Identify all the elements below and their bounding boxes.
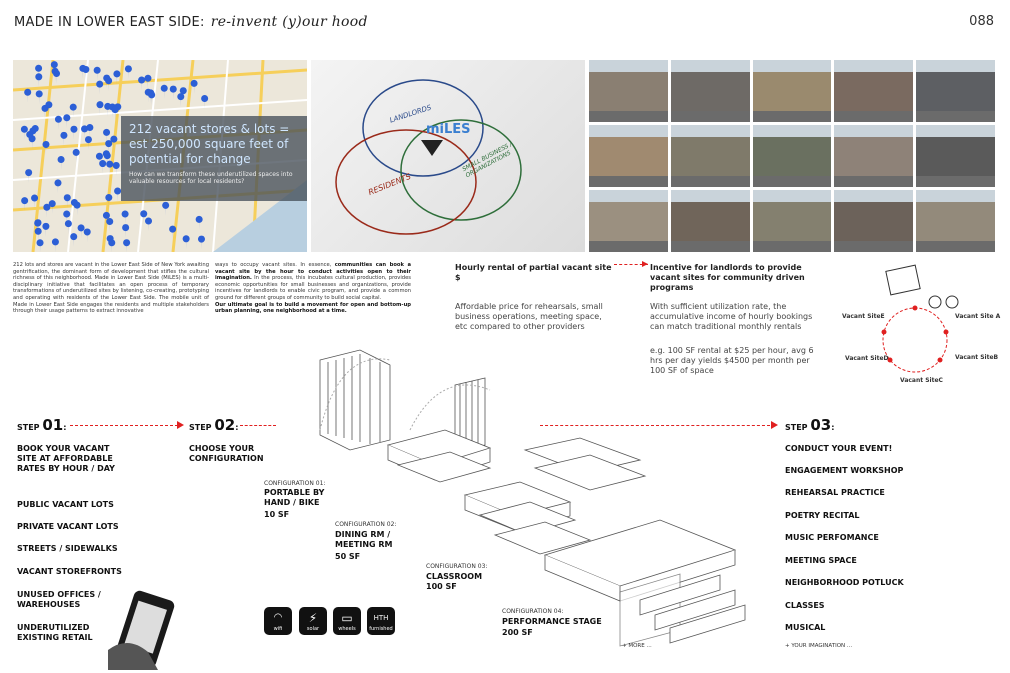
map-caption xyxy=(121,116,307,201)
step-arrow-3-head xyxy=(771,421,778,429)
event-rehearsal: REHEARSAL PRACTICE xyxy=(785,488,885,497)
site-a-label: Vacant Site A xyxy=(955,313,1001,320)
furnished-icon: HTH furnished xyxy=(367,607,395,635)
vacant-site-photo xyxy=(916,190,995,252)
config-04-size: 200 SF xyxy=(502,628,533,637)
site-e-label: Vacant SiteE xyxy=(842,313,885,320)
event-potluck: NEIGHBORHOOD POTLUCK xyxy=(785,578,904,587)
rental-title: Hourly rental of partial vacant site $ xyxy=(455,263,612,282)
config-01-size: 10 SF xyxy=(264,510,290,519)
phone-booking-illustration xyxy=(108,590,186,670)
site-type-public-lots: PUBLIC VACANT LOTS xyxy=(17,500,114,509)
rental-arrow-head xyxy=(642,261,648,267)
event-meeting: MEETING SPACE xyxy=(785,556,857,565)
venn-diagram xyxy=(311,60,585,252)
site-type-storefronts: VACANT STOREFRONTS xyxy=(17,567,122,576)
step-01-heading: BOOK YOUR VACANT SITE AT AFFORDABLE RATES BY HOUR / DAY xyxy=(17,444,115,473)
site-type-offices: UNUSED OFFICES / WAREHOUSES xyxy=(17,590,101,609)
step-arrow-1-head xyxy=(177,421,184,429)
venn-label-business: SMALL BUSINESS / ORGANIZATIONS xyxy=(461,140,514,180)
step-02-heading: CHOOSE YOUR CONFIGURATION xyxy=(189,444,264,463)
incentive-description: With sufficient utilization rate, the accumulative income of hourly bookings can match traditional monthly rentals xyxy=(650,302,813,331)
config-03-tag: CONFIGURATION 03: xyxy=(426,563,488,570)
venn-label-landlords: LANDLORDS xyxy=(388,103,433,125)
wheels-icon: ▭ wheels xyxy=(333,607,361,635)
step-03-label: STEP 03: xyxy=(785,416,835,434)
config-04-name: PERFORMANCE STAGE xyxy=(502,617,602,626)
config-01-tag: CONFIGURATION 01: xyxy=(264,480,326,487)
step-arrow-2 xyxy=(240,425,276,426)
page-number: 088 xyxy=(969,14,994,29)
vacant-site-photo xyxy=(671,60,750,122)
rental-description: Affordable price for rehearsals, small business operations, meeting space, etc compared to other providers xyxy=(455,302,603,331)
page-title: MADE IN LOWER EAST SIDE: re-invent (y)our hood xyxy=(14,14,368,30)
vacant-site-photo xyxy=(671,125,750,187)
configurations-drawing xyxy=(280,330,760,650)
vacant-site-photo xyxy=(753,190,832,252)
site-d-label: Vacant SiteD xyxy=(845,355,889,362)
config-02-tag: CONFIGURATION 02: xyxy=(335,521,397,528)
incentive-example: e.g. 100 SF rental at $25 per hour, avg 6 hrs per day yields $4500 per month per 100 SF of space xyxy=(650,346,814,375)
stakeholder-venn xyxy=(311,60,585,252)
config-04-tag: CONFIGURATION 04: xyxy=(502,608,564,615)
concept-paragraph: ways to occupy vacant sites. In essence, communities can book a vacant site by the hour to conduct activities open to their imagination. In the process, this incubates cultural production, provides economic opportunities for small businesses and organizations, provide incentives for landlords to enable civic program, and provide a common ground for different groups of community to build social capital. Our ultimate goal is to build a movement for open and bottom-up urban planning, one neighborhood at a time. xyxy=(215,262,411,315)
vacant-site-photo xyxy=(589,60,668,122)
site-type-retail: UNDERUTILIZED EXISTING RETAIL xyxy=(17,623,93,642)
site-type-streets: STREETS / SIDEWALKS xyxy=(17,544,118,553)
config-03-size: 100 SF xyxy=(426,582,457,591)
vacant-site-photo xyxy=(916,60,995,122)
event-musical: MUSICAL xyxy=(785,623,826,632)
vacant-site-photo xyxy=(834,60,913,122)
vacant-site-photo xyxy=(753,60,832,122)
step-arrow-1 xyxy=(70,425,178,426)
site-cycle-diagram xyxy=(860,260,1000,380)
config-01-name: PORTABLE BY HAND / BIKE xyxy=(264,488,325,507)
event-music: MUSIC PERFOMANCE xyxy=(785,533,879,542)
wifi-icon: ◠ wifi xyxy=(264,607,292,635)
site-c-label: Vacant SiteC xyxy=(900,377,943,384)
config-02-size: 50 SF xyxy=(335,552,361,561)
event-classes: CLASSES xyxy=(785,601,825,610)
vacant-site-photo xyxy=(671,190,750,252)
step-01-label: STEP 01: xyxy=(17,416,67,434)
vacant-site-photo xyxy=(834,190,913,252)
intro-paragraph: 212 lots and stores are vacant in the Lower East Side of New York awaiting gentrification, the dominant form of development that stifles the cultural richness of this neighborhood. Made in Lower East Side (MiLES) is a multi-disciplinary initiative that facilitates an open process of temporary transformations of underutilized sites by listening, co-creating, prototyping and operating with residents of the Lower East Side. The mobile unit of Made in Lower East Side engages the residents and multiple stakeholders through their usage patterns to extract innovative xyxy=(13,262,209,315)
vacant-site-photo xyxy=(589,190,668,252)
site-b-label: Vacant SiteB xyxy=(955,354,999,361)
incentive-title: Incentive for landlords to provide vacant sites for community driven programs xyxy=(650,263,805,292)
event-poetry: POETRY RECITAL xyxy=(785,511,860,520)
map-headline: 212 vacant stores & lots = est 250,000 square feet of potential for change xyxy=(129,122,290,166)
site-type-private-lots: PRIVATE VACANT LOTS xyxy=(17,522,119,531)
vacant-site-photo xyxy=(589,125,668,187)
miles-logo: miLES xyxy=(426,122,471,137)
more-events: + YOUR IMAGINATION ... xyxy=(785,643,853,649)
map-subtext: How can we transform these underutilized spaces into valuable resources for local residents? xyxy=(129,171,293,185)
step-02-label: STEP 02: xyxy=(189,416,239,434)
solar-icon: ⚡ solar xyxy=(299,607,327,635)
vacant-sites-photo-grid xyxy=(589,60,995,252)
vacant-site-photo xyxy=(753,125,832,187)
more-configurations: + MORE ... xyxy=(622,643,652,649)
step-03-heading: CONDUCT YOUR EVENT! xyxy=(785,444,893,453)
config-03-name: CLASSROOM xyxy=(426,572,483,581)
vacant-site-photo xyxy=(834,125,913,187)
venn-label-residents: RESIDENTS xyxy=(366,171,413,198)
vacant-site-photo xyxy=(916,125,995,187)
config-02-name: DINING RM / MEETING RM xyxy=(335,530,393,549)
event-workshop: ENGAGEMENT WORKSHOP xyxy=(785,466,904,475)
